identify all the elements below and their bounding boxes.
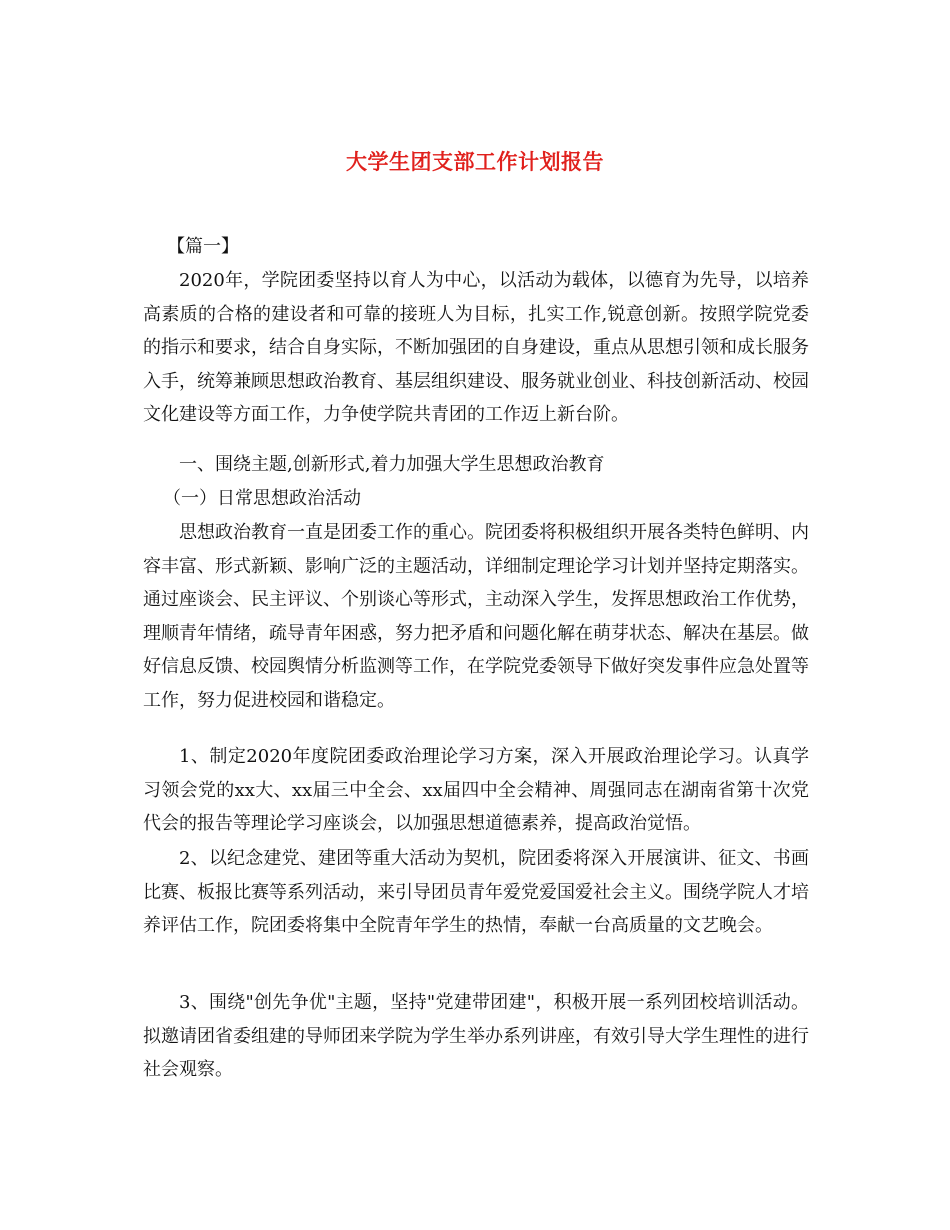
section-label: 【篇一】 xyxy=(167,236,239,257)
document-title: 大学生团支部工作计划报告 xyxy=(346,149,604,174)
subheading-daily-activities: （一）日常思想政治活动 xyxy=(163,488,361,509)
paragraph-item-3: 3、围绕"创先争优"主题，坚持"党建带团建"，积极开展一系列团校培训活动。拟邀请团省委组建的导师团来学院为学生举办系列讲座，有效引导大学生理性的进行社会观察。 xyxy=(143,992,809,1080)
paragraph-item-2: 2、以纪念建党、建团等重大活动为契机，院团委将深入开展演讲、征文、书画比赛、板报比赛等系列活动，来引导团员青年爱党爱国爱社会主义。围绕学院人才培养评估工作，院团委将集中全院青年学生的热情，奉献一台高质量的文艺晚会。 xyxy=(143,848,809,936)
paragraph-daily-activities: 思想政治教育一直是团委工作的重心。院团委将积极组织开展各类特色鲜明、内容丰富、形式新颖、影响广泛的主题活动，详细制定理论学习计划并坚持定期落实。通过座谈会、民主评议、个别谈心等形式，主动深入学生，发挥思想政治工作优势，理顺青年情绪，疏导青年困惑，努力把矛盾和问题化解在萌芽状态、解决在基层。做好信息反馈、校园舆情分析监测等工作，在学院党委领导下做好突发事件应急处置等工作，努力促进校园和谐稳定。 xyxy=(143,522,809,711)
paragraph-item-1: 1、制定2020年度院团委政治理论学习方案，深入开展政治理论学习。认真学习领会党的xx大、xx届三中全会、xx届四中全会精神、周强同志在湖南省第十次党代会的报告等理论学习座谈会，以加强思想道德素养，提高政治觉悟。 xyxy=(143,746,809,834)
paragraph-intro: 2020年，学院团委坚持以育人为中心，以活动为载体，以德育为先导，以培养高素质的合格的建设者和可靠的接班人为目标，扎实工作,锐意创新。按照学院党委的指示和要求，结合自身实际，不断加强团的自身建设，重点从思想引领和成长服务入手，统筹兼顾思想政治教育、基层组织建设、服务就业创业、科技创新活动、校园文化建设等方面工作，力争使学院共青团的工作迈上新台阶。 xyxy=(143,270,809,425)
heading-section-one: 一、围绕主题,创新形式,着力加强大学生思想政治教育 xyxy=(179,454,605,475)
